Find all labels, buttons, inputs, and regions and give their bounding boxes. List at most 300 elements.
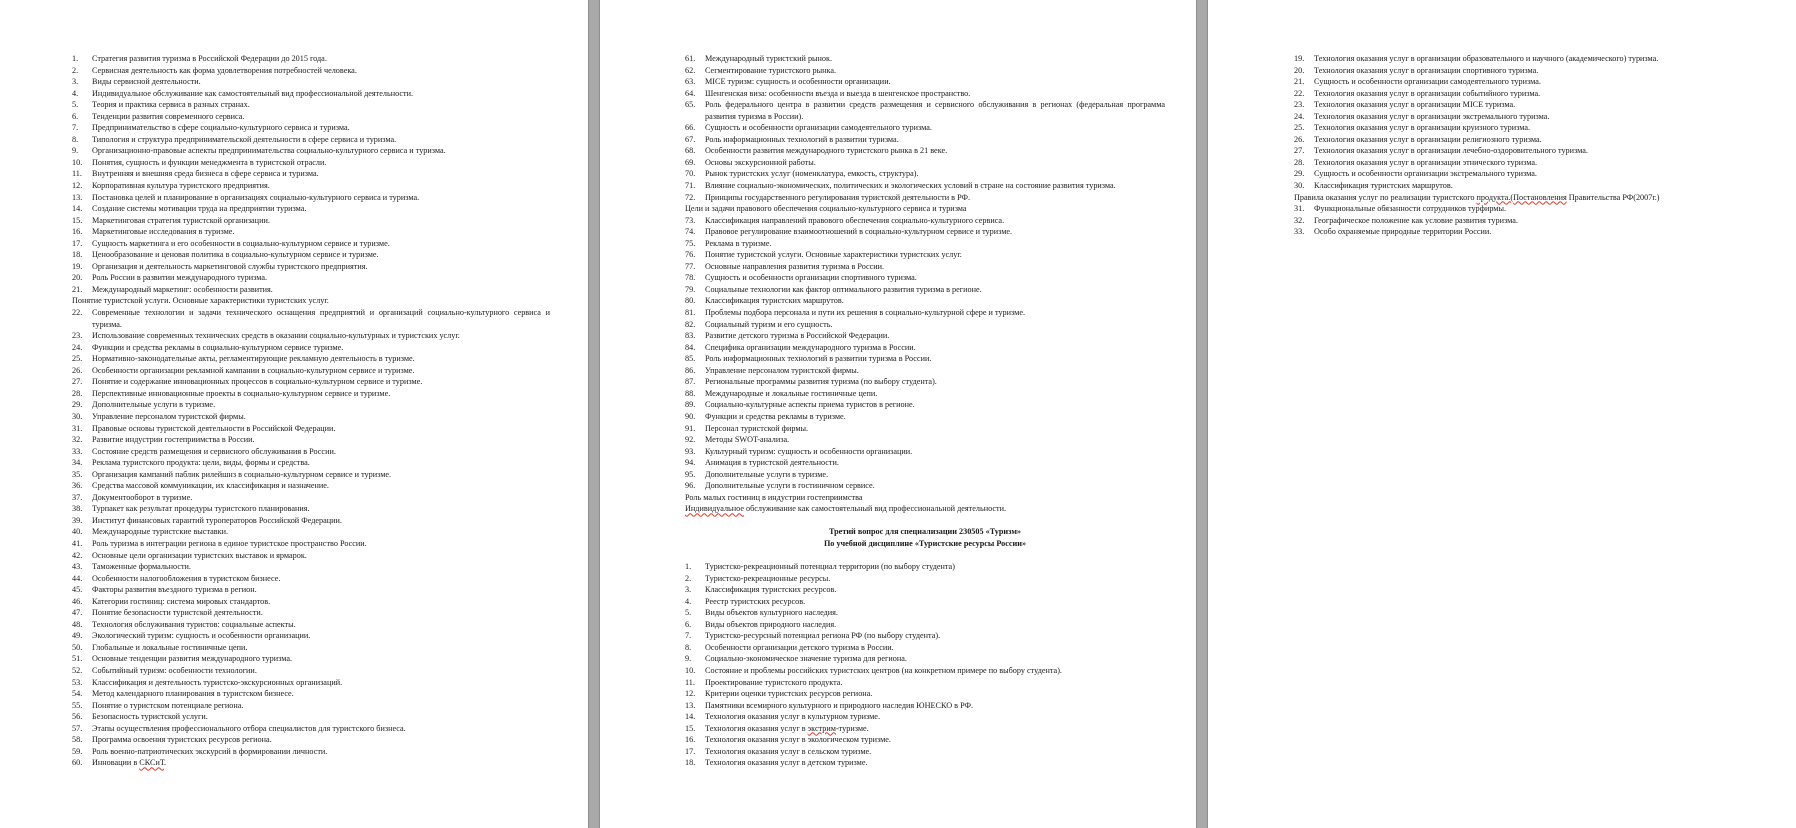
list-item [72,365,550,377]
list-item-number: 49. [72,631,83,641]
list-item [72,665,550,677]
list-item-text: Международные туристские выставки. [92,527,229,537]
list-item-number: 84. [685,342,696,352]
list-item [72,388,550,400]
list-item [685,353,1165,365]
list-item-text: Постановка целей и планирование в организациях социально-культурного сервиса и туризма. [92,192,420,202]
list-item-text: Технология оказания услуг в организации спортивного туризма. [1314,65,1539,75]
list-item-number: 81. [685,308,696,318]
list-item [1294,88,1764,100]
list-item-number: 93. [685,446,696,456]
list-item [72,203,550,215]
list-item-number: 34. [72,458,83,468]
list-item [685,423,1165,435]
list-item-number: 80. [685,296,696,306]
list-item [72,446,550,458]
list-item [685,630,1165,642]
list-item-text: Основные цели организации туристских выставок и ярмарок. [92,550,307,560]
list-item-text: Технология оказания услуг в организации этнического туризма. [1314,157,1538,167]
list-item-number: 50. [72,642,83,652]
list-item [72,492,550,504]
list-item-number: 36. [72,481,83,491]
list-item [72,573,550,585]
list-item-text: Социальные технологии как фактор оптимального развития туризма в регионе. [705,284,982,294]
list-item-text: Организационно-правовые аспекты предпринимательства социально-культурного сервиса и туризма. [92,146,446,156]
list-item-text: Функции и средства рекламы в социально-культурном сервисе туризме. [92,342,344,352]
list-item [685,653,1165,665]
list-item-number: 96. [685,481,696,491]
list-item-number: 23. [72,331,83,341]
list-item-number: 10. [685,665,696,675]
list-item-number: 30. [72,411,83,421]
list-item-number: 59. [72,746,83,756]
list-item-text: Роль федерального центра в развитии средств размещения и сервисного обслуживания в регионах (федеральная программа развития туризма в России). [705,100,1165,121]
list-item-number: 2. [685,573,692,583]
list-item [685,134,1165,146]
list-item-number: 75. [685,238,696,248]
list-item [72,180,550,192]
list-item [685,757,1165,769]
list-item [72,76,550,88]
document-page-2 [600,0,1196,828]
list-item-number: 73. [685,215,696,225]
list-item [72,596,550,608]
list-item [685,226,1165,238]
list-item-text: Функции и средства рекламы в туризме. [705,411,846,421]
list-item-text: Программа освоения туристских ресурсов региона. [92,735,272,745]
list-item [685,561,1165,573]
list-item-text: Тенденции развития современного сервиса. [92,111,245,121]
list-item-text: Технология обслуживания туристов: социальные аспекты. [92,619,296,629]
list-item-text: Туристско-рекреационный потенциал территории (по выбору студента) [705,562,955,572]
list-item [685,677,1165,689]
list-item-number: 85. [685,354,696,364]
list-item-number: 17. [72,238,83,248]
list-item-text: Понятие о туристском потенциале региона. [92,700,244,710]
list-item-text: Персонал туристской фирмы. [705,423,809,433]
list-item-text: Туристско-ресурсный потенциал региона РФ (по выбору студента). [705,631,941,641]
list-item-text: Технология оказания услуг в организации круизного туризма. [1314,123,1531,133]
list-item-text: Сервисная деятельность как форма удовлетворения потребностей человека. [92,65,357,75]
list-item: 15. Технология оказания услуг в экстрим-туризме. [685,723,869,733]
list-item-number: 4. [72,88,79,98]
list-item-text: Технология оказания услуг в детском туризме. [705,758,868,768]
list-item [72,353,550,365]
list-item-text: Роль военно-патриотических экскурсий в формировании личности. [92,746,328,756]
list-item-number: 3. [72,77,79,87]
list-item [72,469,550,481]
list-item [685,249,1165,261]
list-item-number: 61. [685,54,696,63]
list-item-text: Социально-экономическое значение туризма для региона. [705,654,907,664]
list-item [685,607,1165,619]
list-item-text: Технология оказания услуг в культурном туризме. [705,712,880,722]
list-item-number: 92. [685,435,696,445]
list-item-text: Дополнительные услуги в туризме. [92,400,216,410]
list-item-number: 20. [72,273,83,283]
list-item [72,642,550,654]
list-item-text: Организация и деятельность маркетинговой службы туристского предприятия. [92,261,368,271]
list-item [685,122,1165,134]
list-item-number: 29. [72,400,83,410]
list-item [72,711,550,723]
list-item-number: 31. [1294,204,1305,214]
list-item [685,295,1165,307]
list-item-text: Критерии оценки туристских ресурсов региона. [705,689,873,699]
list-item [685,711,1165,723]
list-item-number: 88. [685,388,696,398]
list-item-text: Маркетинговые исследования в туризме. [92,227,235,237]
list-item-number: 26. [1294,134,1305,144]
list-item [685,330,1165,342]
list-item-text: Особенности налогообложения в туристском бизнесе. [92,573,281,583]
list-item [685,596,1165,608]
list-item-number: 68. [685,146,696,156]
list-item-text: Виды сервисной деятельности. [92,77,201,87]
list-item-text: Глобальные и локальные гостиничные цепи. [92,642,248,652]
list-item-number: 25. [1294,123,1305,133]
list-item-number: 18. [72,250,83,260]
list-item-number: 41. [72,538,83,548]
list-item-text: Рынок туристских услуг (номенклатура, емкость, структура). [705,169,919,179]
list-item-number: 8. [72,134,79,144]
list-item [72,307,550,330]
list-item-number: 45. [72,585,83,595]
list-item [685,157,1165,169]
list-item-number: 28. [1294,157,1305,167]
list-item-text: Международный маркетинг: особенности развития. [92,284,273,294]
list-item-text: Роль малых гостиниц в индустрии гостеприимства [685,492,863,502]
list-item-number: 12. [72,181,83,191]
list-item-text: Реклама в туризме. [705,238,772,248]
list-item-number: 9. [685,654,692,664]
list-item [685,399,1165,411]
list-item-number: 57. [72,723,83,733]
list-item [72,480,550,492]
list-item-text: Понятие и содержание инновационных процессов в социально-культурном сервисе и туризме. [92,377,423,387]
list-item-number: 4. [685,596,692,606]
list-item-number: 55. [72,700,83,710]
list-item [72,192,550,204]
list-item [72,677,550,689]
list-item-text: Маркетинговая стратегия туристской организации. [92,215,270,225]
list-item-number: 5. [72,100,79,110]
list-item [72,688,550,700]
list-item-number: 7. [685,631,692,641]
list-item [72,503,550,515]
list-item-number: 62. [685,65,696,75]
list-item-number: 14. [72,204,83,214]
list-item-text: Нормативно-законодательные акты, регламентирующие рекламную деятельность в туризме. [92,354,415,364]
list-item [685,469,1165,481]
list-item-number: 47. [72,608,83,618]
list-item-text: Специфика организации международного туризма в России. [705,342,916,352]
list-item-number: 69. [685,157,696,167]
misspelled-word: СКСиТ [139,758,165,768]
list-item-number: 16. [685,735,696,745]
list-item [685,307,1165,319]
list-item-number: 86. [685,365,696,375]
list-item-number: 24. [1294,111,1305,121]
list-item-text: Реестр туристских ресурсов. [705,596,806,606]
list-item-number: 3. [685,585,692,595]
list-item [685,215,1165,227]
list-item-text: Классификация туристских ресурсов. [705,585,837,595]
list-item [72,561,550,573]
list-item-text: MICE туризм: сущность и особенности организации. [705,77,891,87]
list-item-number: 27. [1294,146,1305,156]
list-item-number: 79. [685,284,696,294]
page-gutter-2 [1196,0,1208,828]
list-item-text: Управление персоналом туристской фирмы. [92,411,246,421]
list-item [685,388,1165,400]
list-item-text: Создание системы мотивации труда на предприятии туризма. [92,204,307,214]
list-item-number: 16. [72,227,83,237]
list-item [685,734,1165,746]
list-item-text: Технология оказания услуг в экологическом туризме. [705,735,891,745]
list-item-number: 71. [685,181,696,191]
list-item-text: Этапы осуществления профессионального отбора специалистов для туристского бизнеса. [92,723,406,733]
list-item-text: Особенности развития международного туристского рынка в 21 веке. [705,146,948,156]
list-item [685,192,1165,204]
list-item [72,65,550,77]
list-item-text: Правовое регулирование взаимоотношений в социально-культурном сервисе и туризме. [705,227,1013,237]
list-item-text: Сущность и особенности организации самодеятельного туризма. [1314,77,1541,87]
list-item-text: Памятники всемирного культурного и природного наследия ЮНЕСКО в РФ. [705,700,974,710]
list-item-number: 32. [1294,215,1305,225]
list-item [72,261,550,273]
list-item [1294,168,1764,180]
list-item-text: Типология и структура предпринимательской деятельности в сфере сервиса и туризма. [92,134,397,144]
list-item-text: Развитие индустрии гостеприимства в России. [92,435,255,445]
list-item-number: 11. [685,677,695,687]
list-item [72,272,550,284]
list-item-text: Использование современных технических средств в оказании социально-культурных и туристских услуг. [92,331,460,341]
list-item-number: 78. [685,273,696,283]
list-item-text: Проектирование туристского продукта. [705,677,843,687]
list-item-number: 19. [1294,54,1305,63]
list-item-number: 26. [72,365,83,375]
list-item-text: Виды объектов культурного наследия. [705,608,838,618]
list-item-text: Проблемы подбора персонала и пути их решения в социально-культурной сфере и туризме. [705,308,1026,318]
list-item [685,76,1165,88]
list-item-number: 27. [72,377,83,387]
question-list-1 [72,53,550,769]
indiv-line: Индивидуальное обслуживание как самостоятельный вид профессиональной деятельности. [685,504,1007,514]
list-item [1294,203,1764,215]
list-item-text: Особо охраняемые природные территории России. [1314,227,1492,237]
list-item-number: 13. [72,192,83,202]
list-item-text: Сущность маркетинга и его особенности в социально-культурном сервисе и туризме. [92,238,390,248]
list-item-number: 1. [685,562,692,572]
list-item [72,145,550,157]
list-item [72,399,550,411]
list-item [685,665,1165,677]
list-item [72,550,550,562]
list-item-text: Внутренняя и внешняя среда бизнеса в сфере сервиса и туризма. [92,169,319,179]
list-item-text: Сегментирование туристского рынка. [705,65,837,75]
list-item-number: 60. [72,758,83,768]
list-item-number: 22. [1294,88,1305,98]
list-item-text: Технология оказания услуг в организации экстремального туризма. [1314,111,1550,121]
list-item [72,538,550,550]
list-item [72,434,550,446]
list-item-number: 39. [72,515,83,525]
list-item [685,688,1165,700]
list-item-text: Роль информационных технологий в развитии туризма. [705,134,899,144]
list-item-number: 25. [72,354,83,364]
list-item-number: 9. [72,146,79,156]
list-item-text: Управление персоналом туристской фирмы. [705,365,859,375]
list-item-text: Ценообразование и ценовая политика в социально-культурном сервисе и туризме. [92,250,379,260]
list-item-number: 77. [685,261,696,271]
list-item [685,457,1165,469]
list-item-number: 6. [72,111,79,121]
list-item [685,319,1165,331]
list-item-text: Реклама туристского продукта: цели, виды, формы и средства. [92,458,310,468]
list-item-text: Особенности организации детского туризма в России. [705,642,894,652]
list-item-text: Развитие детского туризма в Российской Федерации. [705,331,890,341]
list-item [685,434,1165,446]
list-item-text: Теория и практика сервиса в разных странах. [92,100,250,110]
list-item-number: 44. [72,573,83,583]
list-item [72,653,550,665]
list-item-text: Классификация туристских маршрутов. [705,296,844,306]
list-item-number: 83. [685,331,696,341]
list-item-number: 15. [72,215,83,225]
list-item [72,746,550,758]
list-item-number: 46. [72,596,83,606]
list-item-text: Понятие безопасности туристской деятельности. [92,608,263,618]
list-item [685,238,1165,250]
list-item [72,111,550,123]
list-item-text: Роль информационных технологий в развитии туризма в России. [705,354,932,364]
list-item-text: Индивидуальное обслуживание как самостоятельный вид профессиональной деятельности. [92,88,414,98]
list-item [685,261,1165,273]
list-item [1294,122,1764,134]
list-item-number: 24. [72,342,83,352]
list-item-number: 67. [685,134,696,144]
question-list-2 [685,53,1165,769]
list-item-number: 21. [1294,77,1305,87]
list-item [685,272,1165,284]
list-item-text: Классификация и деятельность туристско-экскурсионных организаций. [92,677,343,687]
list-item-number: 29. [1294,169,1305,179]
list-item-text: Современные технологии и задачи технического оснащения предприятий и организаций социально-культурного сервиса и туризма. [92,308,550,329]
list-item-text: Основные направления развития туризма в России. [705,261,885,271]
list-item-text: Стратегия развития туризма в Российской Федерации до 2015 года. [92,54,327,63]
list-item-text: Дополнительные услуги в гостиничном сервисе. [705,481,875,491]
list-item [685,492,1165,504]
list-item-number: 89. [685,400,696,410]
list-item-text: Корпоративная культура туристского предприятия. [92,181,270,191]
list-item-text: Шенгенская виза: особенности въезда и выезда в шенгенское пространство. [705,88,971,98]
list-item-text: Классификация направлений правового обеспечения социально-культурного сервиса. [705,215,1005,225]
list-item-text: Технология оказания услуг в организации MICE туризма. [1314,100,1516,110]
list-item [72,249,550,261]
list-item-number: 91. [685,423,696,433]
section-heading-line1: Третий вопрос для специализации 230505 «Туризм» [828,527,1021,537]
list-item-text: Влияние социально-экономических, политических и экологических условий в стране на состояние развития туризма. [705,181,1116,191]
list-item-number: 52. [72,665,83,675]
list-item [685,480,1165,492]
list-item [1294,215,1764,227]
list-item-text: Принципы государственного регулирования туристской деятельности в РФ. [705,192,970,202]
list-item-number: 6. [685,619,692,629]
list-item [685,180,1165,192]
list-item-text: Сущность и особенности организации экстремального туризма. [1314,169,1537,179]
list-item-number: 10. [72,157,83,167]
list-item-number: 70. [685,169,696,179]
list-item [1294,145,1764,157]
list-item [685,376,1165,388]
list-item [1294,226,1764,238]
list-item-text: Таможенные формальности. [92,562,191,572]
list-item-number: 87. [685,377,696,387]
list-item [1294,134,1764,146]
list-item-text: Цели и задачи правового обеспечения социально-культурного сервиса и туризма [685,204,967,214]
list-item [72,723,550,735]
list-item-number: 48. [72,619,83,629]
list-item [72,376,550,388]
page-gutter-1 [588,0,600,828]
list-item-text: Дополнительные услуги в туризме. [705,469,829,479]
list-item-number: 76. [685,250,696,260]
list-item-text: Технология оказания услуг в организации событийного туризма. [1314,88,1541,98]
list-item-text: Международный туристский рынок. [705,54,833,63]
list-item-number: 21. [72,284,83,294]
list-item [72,619,550,631]
list-item-number: 7. [72,123,79,133]
list-item-number: 64. [685,88,696,98]
list-item [1294,157,1764,169]
list-item-text: Географическое положение как условие развития туризма. [1314,215,1518,225]
list-item [72,411,550,423]
list-item [72,157,550,169]
list-item [685,642,1165,654]
list-item-number: 32. [72,435,83,445]
list-item-text: Классификация туристских маршрутов. [1314,181,1453,191]
list-item-number: 31. [72,423,83,433]
document-page-3 [1208,0,1796,828]
list-item-text: Функциональные обязанности сотрудников турфирмы. [1314,204,1507,214]
list-item [685,573,1165,585]
list-item [72,295,550,307]
list-item [685,700,1165,712]
list-item-number: 12. [685,689,696,699]
rules-line: Правила оказания услуг по реализации туристского продукта.(Постановления Правительства РФ(2007г.) [1294,192,1660,202]
question-list-3 [1294,53,1764,238]
list-item [685,746,1165,758]
list-item [685,99,1165,122]
list-item: 60. Инновации в СКСиТ. [72,758,167,768]
list-item-number: 14. [685,712,696,722]
list-item-text: Сущность и особенности организации спортивного туризма. [705,273,917,283]
list-item [685,88,1165,100]
list-item-number: 13. [685,700,696,710]
list-item-number: 20. [1294,65,1305,75]
list-item-text: Роль России в развитии международного туризма. [92,273,268,283]
list-item-text: Событийный туризм: особенности технологии. [92,665,257,675]
list-item-text: Институт финансовых гарантий туроператоров Российской Федерации. [92,515,342,525]
list-item-number: 22. [72,308,83,318]
list-item-number: 5. [685,608,692,618]
list-item-number: 72. [685,192,696,202]
list-item [72,168,550,180]
list-item [72,342,550,354]
list-item [1294,111,1764,123]
list-item-number: 30. [1294,181,1305,191]
